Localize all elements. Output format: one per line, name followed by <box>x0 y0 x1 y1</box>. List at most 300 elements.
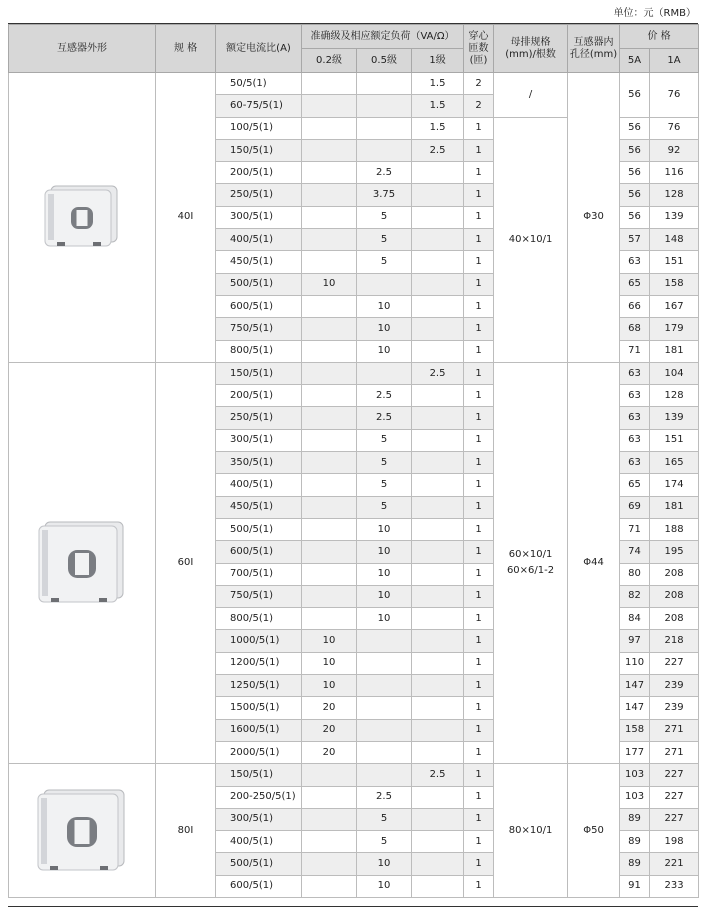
price-1a-cell: 179 <box>650 318 699 340</box>
class-02-cell <box>302 429 357 451</box>
class-02-cell <box>302 295 357 317</box>
class-02-cell: 20 <box>302 697 357 719</box>
price-5a-cell: 56 <box>620 73 650 118</box>
price-1a-cell: 218 <box>650 630 699 652</box>
price-5a-cell: 63 <box>620 452 650 474</box>
class-1-cell <box>412 273 464 295</box>
class-1-cell <box>412 229 464 251</box>
turns-cell: 1 <box>464 362 494 384</box>
price-5a-cell: 103 <box>620 764 650 786</box>
price-5a-cell: 63 <box>620 429 650 451</box>
class-1-cell <box>412 474 464 496</box>
turns-cell: 1 <box>464 563 494 585</box>
class-1-cell <box>412 541 464 563</box>
class-1-cell <box>412 831 464 853</box>
class-1-cell <box>412 318 464 340</box>
class-02-cell <box>302 73 357 95</box>
price-1a-cell: 104 <box>650 362 699 384</box>
class-05-cell: 10 <box>357 608 412 630</box>
turns-cell: 1 <box>464 764 494 786</box>
transformer-photo <box>43 180 121 250</box>
class-02-cell <box>302 541 357 563</box>
turns-cell: 1 <box>464 251 494 273</box>
class-05-cell: 5 <box>357 206 412 228</box>
turns-cell: 1 <box>464 452 494 474</box>
header-spec: 规 格 <box>156 25 216 73</box>
class-1-cell: 2.5 <box>412 764 464 786</box>
price-5a-cell: 74 <box>620 541 650 563</box>
class-1-cell <box>412 385 464 407</box>
table-row <box>9 764 699 786</box>
class-05-cell <box>357 73 412 95</box>
price-5a-cell: 82 <box>620 585 650 607</box>
price-1a-cell: 92 <box>650 139 699 161</box>
class-1-cell <box>412 630 464 652</box>
class-02-cell <box>302 117 357 139</box>
price-1a-cell: 174 <box>650 474 699 496</box>
class-1-cell <box>412 340 464 362</box>
price-1a-cell: 221 <box>650 853 699 875</box>
class-1-cell: 2.5 <box>412 139 464 161</box>
price-table <box>8 24 699 898</box>
price-5a-cell: 68 <box>620 318 650 340</box>
ratio-cell: 1000/5(1) <box>216 630 302 652</box>
ratio-cell: 60-75/5(1) <box>216 95 302 117</box>
class-05-cell: 2.5 <box>357 407 412 429</box>
class-05-cell: 10 <box>357 875 412 897</box>
price-1a-cell: 76 <box>650 117 699 139</box>
busbar-cell <box>494 362 568 763</box>
class-05-cell: 10 <box>357 295 412 317</box>
class-1-cell <box>412 407 464 429</box>
ratio-cell: 200/5(1) <box>216 385 302 407</box>
table-row <box>9 73 699 95</box>
price-1a-cell: 151 <box>650 251 699 273</box>
header-busbar-line1: 母排规格 <box>510 36 551 48</box>
class-05-cell <box>357 719 412 741</box>
ratio-cell: 500/5(1) <box>216 853 302 875</box>
class-1-cell <box>412 741 464 763</box>
header-accuracy: 准确级及相应额定负荷（VA/Ω） <box>302 25 464 49</box>
header-pass-line3: (匝) <box>469 54 488 66</box>
class-05-cell: 5 <box>357 808 412 830</box>
price-1a-cell: 227 <box>650 808 699 830</box>
price-5a-cell: 56 <box>620 117 650 139</box>
class-05-cell <box>357 362 412 384</box>
class-1-cell <box>412 786 464 808</box>
ratio-cell: 1250/5(1) <box>216 675 302 697</box>
spec-cell: 80I <box>156 764 216 898</box>
class-02-cell: 20 <box>302 741 357 763</box>
class-05-cell: 5 <box>357 496 412 518</box>
class-02-cell: 10 <box>302 630 357 652</box>
turns-cell: 1 <box>464 117 494 139</box>
price-1a-cell: 239 <box>650 675 699 697</box>
class-1-cell <box>412 808 464 830</box>
turns-cell: 1 <box>464 786 494 808</box>
price-1a-cell: 195 <box>650 541 699 563</box>
price-1a-cell: 271 <box>650 741 699 763</box>
class-02-cell: 10 <box>302 273 357 295</box>
turns-cell: 1 <box>464 719 494 741</box>
busbar-spec: 60×6/1-2 <box>506 565 555 577</box>
price-1a-cell: 158 <box>650 273 699 295</box>
class-02-cell <box>302 563 357 585</box>
ratio-cell: 1200/5(1) <box>216 652 302 674</box>
price-5a-cell: 57 <box>620 229 650 251</box>
header-price-1a: 1A <box>650 49 699 73</box>
turns-cell: 2 <box>464 73 494 95</box>
class-1-cell <box>412 184 464 206</box>
price-1a-cell: 165 <box>650 452 699 474</box>
price-1a-cell: 208 <box>650 608 699 630</box>
busbar-cell: / <box>494 73 568 118</box>
ratio-cell: 250/5(1) <box>216 184 302 206</box>
transformer-image-cell <box>9 73 156 363</box>
turns-cell: 1 <box>464 541 494 563</box>
class-02-cell: 20 <box>302 719 357 741</box>
ratio-cell: 300/5(1) <box>216 429 302 451</box>
class-05-cell: 5 <box>357 229 412 251</box>
price-5a-cell: 56 <box>620 184 650 206</box>
header-pass-line2: 匝数 <box>468 42 489 54</box>
class-1-cell <box>412 429 464 451</box>
class-05-cell: 5 <box>357 251 412 273</box>
class-1-cell <box>412 251 464 273</box>
class-05-cell: 2.5 <box>357 162 412 184</box>
class-05-cell: 2.5 <box>357 786 412 808</box>
class-02-cell <box>302 764 357 786</box>
ratio-cell: 150/5(1) <box>216 764 302 786</box>
class-02-cell <box>302 518 357 540</box>
class-05-cell <box>357 630 412 652</box>
price-5a-cell: 65 <box>620 474 650 496</box>
ratio-cell: 700/5(1) <box>216 563 302 585</box>
class-05-cell: 2.5 <box>357 385 412 407</box>
turns-cell: 1 <box>464 295 494 317</box>
turns-cell: 1 <box>464 273 494 295</box>
price-5a-cell: 89 <box>620 831 650 853</box>
class-1-cell <box>412 452 464 474</box>
class-02-cell <box>302 95 357 117</box>
price-1a-cell: 76 <box>650 73 699 118</box>
class-02-cell <box>302 808 357 830</box>
class-02-cell <box>302 496 357 518</box>
turns-cell: 1 <box>464 630 494 652</box>
class-1-cell <box>412 585 464 607</box>
class-05-cell: 5 <box>357 429 412 451</box>
turns-cell: 1 <box>464 340 494 362</box>
price-1a-cell: 271 <box>650 719 699 741</box>
turns-cell: 1 <box>464 808 494 830</box>
ratio-cell: 400/5(1) <box>216 474 302 496</box>
class-05-cell: 10 <box>357 853 412 875</box>
price-5a-cell: 110 <box>620 652 650 674</box>
price-1a-cell: 208 <box>650 585 699 607</box>
price-1a-cell: 181 <box>650 496 699 518</box>
price-1a-cell: 148 <box>650 229 699 251</box>
turns-cell: 1 <box>464 585 494 607</box>
hole-cell: Φ44 <box>568 362 620 763</box>
class-1-cell: 2.5 <box>412 362 464 384</box>
price-5a-cell: 89 <box>620 808 650 830</box>
busbar-spec: 80×10/1 <box>508 824 553 836</box>
class-02-cell <box>302 318 357 340</box>
class-1-cell <box>412 675 464 697</box>
class-05-cell: 10 <box>357 318 412 340</box>
header-busbar-line2: (mm)/根数 <box>505 48 556 60</box>
class-05-cell: 10 <box>357 585 412 607</box>
price-1a-cell: 167 <box>650 295 699 317</box>
turns-cell: 1 <box>464 652 494 674</box>
price-5a-cell: 89 <box>620 853 650 875</box>
price-1a-cell: 233 <box>650 875 699 897</box>
ratio-cell: 400/5(1) <box>216 229 302 251</box>
price-5a-cell: 80 <box>620 563 650 585</box>
class-1-cell <box>412 518 464 540</box>
turns-cell: 1 <box>464 318 494 340</box>
class-02-cell <box>302 608 357 630</box>
turns-cell: 1 <box>464 608 494 630</box>
ratio-cell: 750/5(1) <box>216 585 302 607</box>
class-1-cell <box>412 697 464 719</box>
class-1-cell <box>412 295 464 317</box>
ratio-cell: 450/5(1) <box>216 496 302 518</box>
class-1-cell <box>412 652 464 674</box>
class-02-cell <box>302 362 357 384</box>
class-05-cell: 5 <box>357 452 412 474</box>
price-1a-cell: 139 <box>650 407 699 429</box>
spec-cell: 60I <box>156 362 216 763</box>
price-5a-cell: 103 <box>620 786 650 808</box>
class-02-cell <box>302 385 357 407</box>
spec-cell: 40I <box>156 73 216 363</box>
class-1-cell <box>412 719 464 741</box>
class-02-cell <box>302 831 357 853</box>
price-1a-cell: 198 <box>650 831 699 853</box>
header-ratio: 额定电流比(A) <box>216 25 302 73</box>
ratio-cell: 50/5(1) <box>216 73 302 95</box>
price-5a-cell: 56 <box>620 162 650 184</box>
busbar-cell: 40×10/1 <box>494 117 568 362</box>
class-05-cell <box>357 741 412 763</box>
ratio-cell: 150/5(1) <box>216 362 302 384</box>
ratio-cell: 500/5(1) <box>216 273 302 295</box>
turns-cell: 1 <box>464 496 494 518</box>
class-02-cell <box>302 585 357 607</box>
ratio-cell: 250/5(1) <box>216 407 302 429</box>
class-05-cell: 10 <box>357 541 412 563</box>
ratio-cell: 750/5(1) <box>216 318 302 340</box>
price-5a-cell: 63 <box>620 407 650 429</box>
ratio-cell: 350/5(1) <box>216 452 302 474</box>
class-02-cell <box>302 229 357 251</box>
class-02-cell <box>302 875 357 897</box>
table-row <box>9 362 699 384</box>
price-5a-cell: 56 <box>620 206 650 228</box>
price-5a-cell: 66 <box>620 295 650 317</box>
hole-cell: Φ30 <box>568 73 620 363</box>
ratio-cell: 600/5(1) <box>216 875 302 897</box>
class-02-cell <box>302 407 357 429</box>
class-1-cell: 1.5 <box>412 117 464 139</box>
price-1a-cell: 188 <box>650 518 699 540</box>
class-05-cell: 10 <box>357 340 412 362</box>
class-05-cell <box>357 697 412 719</box>
class-05-cell: 5 <box>357 474 412 496</box>
price-1a-cell: 128 <box>650 184 699 206</box>
ratio-cell: 2000/5(1) <box>216 741 302 763</box>
class-02-cell <box>302 474 357 496</box>
class-05-cell: 5 <box>357 831 412 853</box>
price-1a-cell: 227 <box>650 652 699 674</box>
turns-cell: 1 <box>464 139 494 161</box>
price-5a-cell: 158 <box>620 719 650 741</box>
price-1a-cell: 128 <box>650 385 699 407</box>
price-5a-cell: 63 <box>620 362 650 384</box>
busbar-cell <box>494 764 568 898</box>
turns-cell: 1 <box>464 697 494 719</box>
turns-cell: 1 <box>464 206 494 228</box>
unit-note: 单位：元（RMB） <box>613 8 696 19</box>
class-02-cell <box>302 184 357 206</box>
header-class-1: 1级 <box>412 49 464 73</box>
table-body <box>9 73 699 898</box>
turns-cell: 1 <box>464 831 494 853</box>
ratio-cell: 150/5(1) <box>216 139 302 161</box>
class-1-cell <box>412 496 464 518</box>
class-02-cell <box>302 340 357 362</box>
header-hole-line1: 互感器内 <box>573 36 614 48</box>
class-1-cell <box>412 563 464 585</box>
ratio-cell: 1500/5(1) <box>216 697 302 719</box>
class-02-cell <box>302 162 357 184</box>
hole-cell: Φ50 <box>568 764 620 898</box>
ratio-cell: 1600/5(1) <box>216 719 302 741</box>
header-price-5a: 5A <box>620 49 650 73</box>
price-5a-cell: 97 <box>620 630 650 652</box>
price-5a-cell: 71 <box>620 340 650 362</box>
turns-cell: 1 <box>464 518 494 540</box>
class-02-cell <box>302 206 357 228</box>
transformer-photo <box>37 516 127 606</box>
turns-cell: 1 <box>464 741 494 763</box>
price-5a-cell: 63 <box>620 385 650 407</box>
table-bottom-rule <box>8 906 698 907</box>
ratio-cell: 300/5(1) <box>216 808 302 830</box>
header-pass-line1: 穿心 <box>468 30 489 42</box>
header-class-02: 0.2级 <box>302 49 357 73</box>
price-5a-cell: 147 <box>620 697 650 719</box>
class-1-cell <box>412 853 464 875</box>
ratio-cell: 400/5(1) <box>216 831 302 853</box>
class-02-cell <box>302 786 357 808</box>
price-1a-cell: 116 <box>650 162 699 184</box>
class-02-cell: 10 <box>302 652 357 674</box>
turns-cell: 1 <box>464 675 494 697</box>
price-5a-cell: 177 <box>620 741 650 763</box>
header-class-05: 0.5级 <box>357 49 412 73</box>
busbar-spec: 60×10/1 <box>508 549 553 561</box>
turns-cell: 1 <box>464 429 494 451</box>
transformer-photo <box>36 784 128 874</box>
ratio-cell: 100/5(1) <box>216 117 302 139</box>
ratio-cell: 600/5(1) <box>216 295 302 317</box>
class-1-cell <box>412 162 464 184</box>
class-05-cell <box>357 652 412 674</box>
price-1a-cell: 208 <box>650 563 699 585</box>
price-1a-cell: 139 <box>650 206 699 228</box>
class-05-cell <box>357 95 412 117</box>
transformer-image-cell <box>9 764 156 898</box>
price-1a-cell: 239 <box>650 697 699 719</box>
turns-cell: 1 <box>464 229 494 251</box>
turns-cell: 1 <box>464 407 494 429</box>
class-02-cell <box>302 139 357 161</box>
ratio-cell: 800/5(1) <box>216 340 302 362</box>
class-1-cell: 1.5 <box>412 95 464 117</box>
class-05-cell: 10 <box>357 518 412 540</box>
class-05-cell: 3.75 <box>357 184 412 206</box>
ratio-cell: 800/5(1) <box>216 608 302 630</box>
turns-cell: 1 <box>464 385 494 407</box>
price-5a-cell: 147 <box>620 675 650 697</box>
price-5a-cell: 63 <box>620 251 650 273</box>
class-1-cell <box>412 875 464 897</box>
price-1a-cell: 227 <box>650 764 699 786</box>
header-hole-line2: 孔径(mm) <box>569 48 618 60</box>
ratio-cell: 300/5(1) <box>216 206 302 228</box>
price-5a-cell: 71 <box>620 518 650 540</box>
header-price: 价 格 <box>620 25 699 49</box>
ratio-cell: 200/5(1) <box>216 162 302 184</box>
class-02-cell <box>302 251 357 273</box>
class-05-cell <box>357 675 412 697</box>
class-05-cell <box>357 139 412 161</box>
turns-cell: 2 <box>464 95 494 117</box>
turns-cell: 1 <box>464 162 494 184</box>
class-05-cell <box>357 764 412 786</box>
class-05-cell <box>357 117 412 139</box>
table-header <box>9 25 699 73</box>
ratio-cell: 200-250/5(1) <box>216 786 302 808</box>
price-5a-cell: 65 <box>620 273 650 295</box>
price-1a-cell: 181 <box>650 340 699 362</box>
class-1-cell: 1.5 <box>412 73 464 95</box>
transformer-image-cell <box>9 362 156 763</box>
ratio-cell: 600/5(1) <box>216 541 302 563</box>
header-busbar <box>494 25 568 73</box>
price-1a-cell: 151 <box>650 429 699 451</box>
turns-cell: 1 <box>464 875 494 897</box>
class-05-cell <box>357 273 412 295</box>
class-02-cell <box>302 853 357 875</box>
ratio-cell: 450/5(1) <box>216 251 302 273</box>
header-hole <box>568 25 620 73</box>
turns-cell: 1 <box>464 474 494 496</box>
price-5a-cell: 91 <box>620 875 650 897</box>
price-5a-cell: 56 <box>620 139 650 161</box>
class-1-cell <box>412 206 464 228</box>
price-5a-cell: 69 <box>620 496 650 518</box>
header-shape: 互感器外形 <box>9 25 156 73</box>
price-5a-cell: 84 <box>620 608 650 630</box>
class-1-cell <box>412 608 464 630</box>
class-05-cell: 10 <box>357 563 412 585</box>
price-1a-cell: 227 <box>650 786 699 808</box>
header-pass-turns <box>464 25 494 73</box>
turns-cell: 1 <box>464 184 494 206</box>
